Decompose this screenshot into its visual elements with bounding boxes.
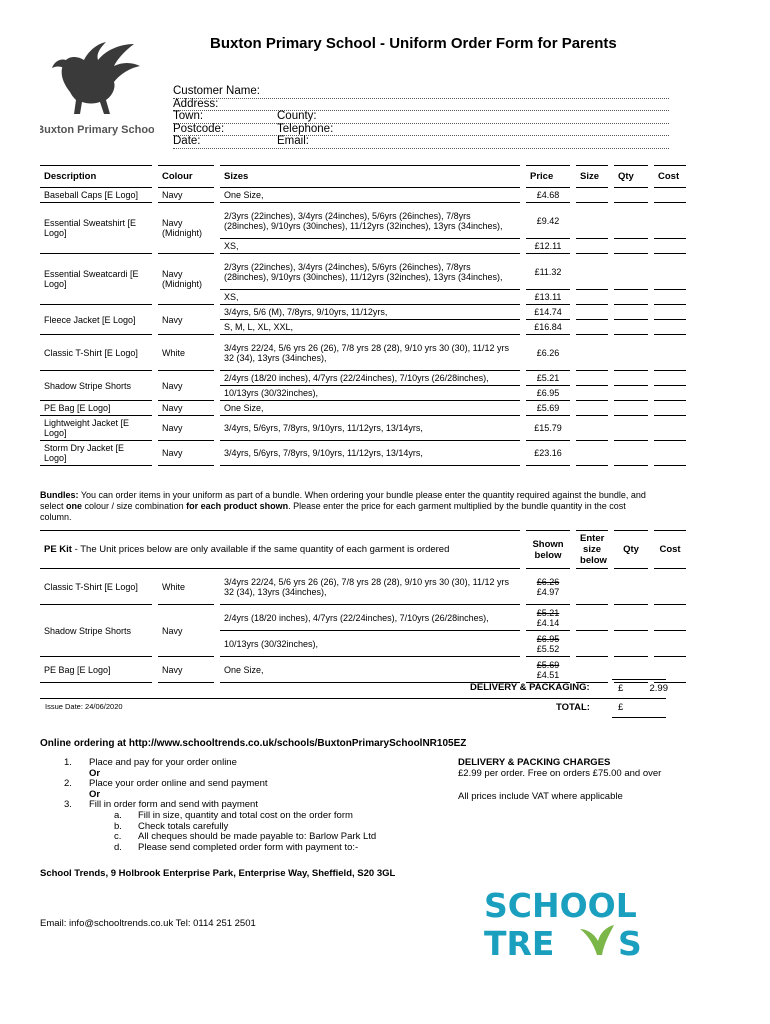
school-logo-text: Buxton Primary School	[40, 124, 154, 136]
qty-entry-cell[interactable]	[614, 386, 648, 401]
pe-old-price: £6.95	[536, 633, 560, 644]
cost-entry-cell[interactable]	[654, 386, 686, 401]
pe-item-colour: White	[158, 569, 214, 605]
bundles-text-3: . Please enter the price for each garment multiplied by the bundle quantity in the cost column.	[40, 501, 626, 522]
pe-enter-size-header: Enter size below	[576, 531, 608, 569]
pe-item-sizes: 10/13yrs (30/32inches),	[220, 631, 520, 657]
sizes-header: Sizes	[220, 166, 520, 188]
cost-entry-cell[interactable]	[654, 416, 686, 441]
pe-item-sizes: One Size,	[220, 657, 520, 683]
customer-name-row[interactable]	[173, 86, 669, 99]
item-colour: White	[158, 335, 214, 371]
item-price: £14.74	[526, 305, 570, 320]
total-value-box[interactable]	[612, 698, 666, 718]
item-price: £15.79	[526, 416, 570, 441]
pe-cost-header: Cost	[654, 531, 686, 569]
pe-old-price: £5.69	[536, 659, 560, 670]
table-row	[40, 254, 686, 290]
delivery-label: DELIVERY & PACKAGING:	[470, 682, 590, 693]
pe-kit-table	[40, 530, 686, 683]
item-price: £5.21	[526, 371, 570, 386]
item-price: £4.68	[526, 188, 570, 203]
substep-text: Please send completed order form with payment to:-	[138, 841, 359, 853]
pe-item-sizes: 3/4yrs 22/24, 5/6 yrs 26 (26), 7/8 yrs 28 (28), 9/10 yrs 30 (30), 11/12 yrs 32 (34), 13yrs (34inches),	[220, 569, 520, 605]
item-sizes: 3/4yrs, 5/6yrs, 7/8yrs, 9/10yrs, 11/12yrs, 13/14yrs,	[220, 441, 520, 466]
item-price: £6.95	[526, 386, 570, 401]
step-text: Or	[89, 788, 101, 800]
size-entry-cell[interactable]	[576, 305, 608, 320]
item-sizes: 3/4yrs, 5/6 (M), 7/8yrs, 9/10yrs, 11/12yrs,	[220, 305, 520, 320]
qty-entry-cell[interactable]	[614, 371, 648, 386]
pe-item-description: Classic T-Shirt [E Logo]	[40, 569, 152, 605]
size-entry-cell[interactable]	[576, 371, 608, 386]
size-entry-cell[interactable]	[576, 239, 608, 254]
colour-header: Colour	[158, 166, 214, 188]
size-entry-cell[interactable]	[576, 320, 608, 335]
table-row	[40, 371, 686, 386]
bundles-bold-1: one	[66, 501, 83, 511]
item-description: Essential Sweatshirt [E Logo]	[40, 203, 152, 254]
table-row	[40, 188, 686, 203]
pe-size-entry-cell[interactable]	[576, 605, 608, 631]
size-entry-cell[interactable]	[576, 416, 608, 441]
bundles-label: Bundles:	[40, 490, 79, 500]
pe-shown-header: Shown below	[526, 531, 570, 569]
school-logo	[40, 30, 154, 140]
size-entry-cell[interactable]	[576, 401, 608, 416]
pe-new-price: £4.51	[536, 669, 560, 680]
bundles-bold-2: for each product shown	[186, 501, 289, 511]
item-sizes: One Size,	[220, 188, 520, 203]
delivery-currency: £	[618, 683, 624, 694]
delivery-charges-title: DELIVERY & PACKING CHARGES	[458, 757, 611, 768]
bundles-text-1: You can order items in your uniform as part of a bundle. When ordering your bundle please enter the quantity required against the bundle, and select	[40, 490, 646, 511]
pe-old-price: £5.21	[536, 607, 560, 618]
cost-entry-cell[interactable]	[654, 401, 686, 416]
step-number: 2.	[64, 778, 72, 790]
item-colour: Navy	[158, 371, 214, 401]
page-title: Buxton Primary School - Uniform Order Form for Parents	[210, 35, 617, 52]
pe-cost-entry-cell[interactable]	[654, 569, 686, 605]
qty-entry-cell[interactable]	[614, 441, 648, 466]
qty-entry-cell[interactable]	[614, 254, 648, 290]
leaf-icon	[580, 925, 614, 955]
item-description: PE Bag [E Logo]	[40, 401, 152, 416]
item-price: £5.69	[526, 401, 570, 416]
size-entry-cell[interactable]	[576, 441, 608, 466]
cost-header: Cost	[654, 166, 686, 188]
supplier-contact: Email: info@schooltrends.co.uk Tel: 0114 251 2501	[40, 918, 256, 929]
item-colour: Navy (Midnight)	[158, 203, 214, 254]
step-text: Place your order online and send payment	[89, 778, 268, 790]
delivery-value-box	[612, 679, 666, 699]
cost-entry-cell[interactable]	[654, 335, 686, 371]
bundles-note	[40, 490, 656, 523]
step-text: Place and pay for your order online	[89, 757, 237, 768]
cost-entry-cell[interactable]	[654, 203, 686, 239]
item-description: Baseball Caps [E Logo]	[40, 188, 152, 203]
step-text: Or	[89, 767, 101, 779]
town-label: Town:	[173, 110, 204, 123]
item-sizes: 10/13yrs (30/32inches),	[220, 386, 520, 401]
item-sizes: 2/3yrs (22inches), 3/4yrs (24inches), 5/6yrs (26inches), 7/8yrs (28inches), 9/10yrs (30inches), 11/12yrs (32inches), 13yrs (34inches),	[220, 254, 520, 290]
cost-entry-cell[interactable]	[654, 239, 686, 254]
pe-item-price	[526, 605, 570, 631]
item-description: Storm Dry Jacket [E Logo]	[40, 441, 152, 466]
total-divider	[40, 698, 612, 699]
order-steps	[64, 758, 376, 853]
pe-qty-entry-cell[interactable]	[614, 605, 648, 631]
school-trends-logo-line2a: TRE	[484, 924, 555, 960]
customer-name-label: Customer Name:	[173, 85, 260, 97]
qty-entry-cell[interactable]	[614, 188, 648, 203]
total-label: TOTAL:	[556, 702, 590, 713]
item-price: £13.11	[526, 290, 570, 305]
pe-new-price: £4.14	[536, 617, 560, 628]
item-colour: Navy	[158, 188, 214, 203]
table-row	[40, 305, 686, 320]
order-table	[40, 165, 686, 466]
cost-entry-cell[interactable]	[654, 320, 686, 335]
qty-header: Qty	[614, 166, 648, 188]
item-description: Fleece Jacket [E Logo]	[40, 305, 152, 335]
qty-entry-cell[interactable]	[614, 305, 648, 320]
qty-entry-cell[interactable]	[614, 320, 648, 335]
item-description: Classic T-Shirt [E Logo]	[40, 335, 152, 371]
customer-details	[173, 86, 669, 149]
table-row	[40, 441, 686, 466]
step-item	[64, 758, 376, 769]
pe-item-price	[526, 569, 570, 605]
address-label: Address:	[173, 97, 219, 110]
school-trends-logo-line1: SCHOOL	[484, 886, 637, 925]
cost-entry-cell[interactable]	[654, 254, 686, 290]
pe-item-colour: Navy	[158, 605, 214, 657]
item-sizes: 2/4yrs (18/20 inches), 4/7yrs (22/24inches), 7/10yrs (26/28inches),	[220, 371, 520, 386]
table-row	[40, 401, 686, 416]
vat-note: All prices include VAT where applicable	[458, 791, 623, 802]
item-colour: Navy	[158, 401, 214, 416]
qty-entry-cell[interactable]	[614, 335, 648, 371]
pe-cost-entry-cell[interactable]	[654, 631, 686, 657]
pe-item-description: PE Bag [E Logo]	[40, 657, 152, 683]
issue-date: Issue Date: 24/06/2020	[45, 702, 123, 711]
email-label: Email:	[277, 135, 309, 148]
item-description: Essential Sweatcardi [E Logo]	[40, 254, 152, 305]
pe-kit-label: PE Kit	[44, 544, 72, 555]
telephone-label: Telephone:	[277, 122, 334, 135]
pe-new-price: £4.97	[536, 586, 560, 597]
substep-text: Fill in size, quantity and total cost on the order form	[138, 809, 353, 821]
cost-entry-cell[interactable]	[654, 441, 686, 466]
delivery-value: 2.99	[649, 683, 668, 694]
date-email-row[interactable]	[173, 136, 669, 149]
table-row	[40, 203, 686, 239]
pe-kit-heading	[40, 531, 520, 569]
table-row	[40, 605, 686, 631]
total-currency: £	[618, 702, 624, 713]
substep-letter: a.	[114, 809, 122, 821]
qty-entry-cell[interactable]	[614, 416, 648, 441]
address-row[interactable]	[173, 99, 669, 112]
item-sizes: XS,	[220, 239, 520, 254]
item-description: Lightweight Jacket [E Logo]	[40, 416, 152, 441]
price-header: Price	[526, 166, 570, 188]
pe-size-entry-cell[interactable]	[576, 657, 608, 683]
item-sizes: S, M, L, XL, XXL,	[220, 320, 520, 335]
pe-item-description: Shadow Stripe Shorts	[40, 605, 152, 657]
qty-entry-cell[interactable]	[614, 203, 648, 239]
substep-letter: b.	[114, 820, 122, 832]
qty-entry-cell[interactable]	[614, 239, 648, 254]
item-colour: Navy (Midnight)	[158, 254, 214, 305]
item-colour: Navy	[158, 416, 214, 441]
pe-size-entry-cell[interactable]	[576, 569, 608, 605]
size-header: Size	[576, 166, 608, 188]
delivery-charges	[458, 757, 748, 779]
item-description: Shadow Stripe Shorts	[40, 371, 152, 401]
step-number: 3.	[64, 799, 72, 811]
pe-kit-note: - The Unit prices below are only available if the same quantity of each garment is ordered	[71, 544, 450, 555]
item-price: £11.32	[526, 254, 570, 290]
date-label: Date:	[173, 135, 201, 148]
pe-cost-entry-cell[interactable]	[654, 605, 686, 631]
item-price: £9.42	[526, 203, 570, 239]
table-row	[40, 657, 686, 683]
pe-old-price: £6.26	[536, 576, 560, 587]
description-header: Description	[40, 166, 152, 188]
size-entry-cell[interactable]	[576, 188, 608, 203]
step-item	[64, 779, 376, 790]
pe-size-entry-cell[interactable]	[576, 631, 608, 657]
table-row	[40, 569, 686, 605]
pe-item-price	[526, 657, 570, 683]
town-county-row[interactable]	[173, 111, 669, 124]
county-label: County:	[277, 110, 317, 123]
postcode-telephone-row[interactable]	[173, 124, 669, 137]
table-row	[40, 335, 686, 371]
school-trends-logo	[484, 885, 668, 960]
postcode-label: Postcode:	[173, 122, 225, 135]
step-number: 1.	[64, 757, 72, 768]
cost-entry-cell[interactable]	[654, 371, 686, 386]
size-entry-cell[interactable]	[576, 290, 608, 305]
item-colour: Navy	[158, 305, 214, 335]
table-row	[40, 416, 686, 441]
qty-entry-cell[interactable]	[614, 290, 648, 305]
supplier-address: School Trends, 9 Holbrook Enterprise Park, Enterprise Way, Sheffield, S20 3GL	[40, 868, 396, 879]
size-entry-cell[interactable]	[576, 335, 608, 371]
item-colour: Navy	[158, 441, 214, 466]
item-sizes: 3/4yrs 22/24, 5/6 yrs 26 (26), 7/8 yrs 28 (28), 9/10 yrs 30 (30), 11/12 yrs 32 (34), 13yrs (34inches),	[220, 335, 520, 371]
pe-qty-entry-cell[interactable]	[614, 569, 648, 605]
size-entry-cell[interactable]	[576, 254, 608, 290]
school-trends-logo-line2b: S	[618, 924, 642, 960]
pe-item-sizes: 2/4yrs (18/20 inches), 4/7yrs (22/24inches), 7/10yrs (26/28inches),	[220, 605, 520, 631]
item-sizes: XS,	[220, 290, 520, 305]
item-sizes: 3/4yrs, 5/6yrs, 7/8yrs, 9/10yrs, 11/12yrs, 13/14yrs,	[220, 416, 520, 441]
delivery-charges-text: £2.99 per order. Free on orders £75.00 and over	[458, 768, 662, 779]
item-sizes: 2/3yrs (22inches), 3/4yrs (24inches), 5/6yrs (26inches), 7/8yrs (28inches), 9/10yrs (30inches), 11/12yrs (32inches), 13yrs (34inches),	[220, 203, 520, 239]
cost-entry-cell[interactable]	[654, 188, 686, 203]
item-price: £12.11	[526, 239, 570, 254]
item-price: £6.26	[526, 335, 570, 371]
pe-qty-entry-cell[interactable]	[614, 631, 648, 657]
cost-entry-cell[interactable]	[654, 305, 686, 320]
substep-item	[64, 843, 376, 854]
step-text: Fill in order form and send with payment	[89, 799, 258, 811]
pe-qty-header: Qty	[614, 531, 648, 569]
cost-entry-cell[interactable]	[654, 290, 686, 305]
item-price: £16.84	[526, 320, 570, 335]
qty-entry-cell[interactable]	[614, 401, 648, 416]
substep-text: Check totals carefully	[138, 820, 229, 832]
pe-new-price: £5.52	[536, 643, 560, 654]
size-entry-cell[interactable]	[576, 203, 608, 239]
substep-text: All cheques should be made payable to: Barlow Park Ltd	[138, 831, 377, 843]
size-entry-cell[interactable]	[576, 386, 608, 401]
pe-item-colour: Navy	[158, 657, 214, 683]
bundles-text-2: colour / size combination	[82, 501, 187, 511]
pe-item-price	[526, 631, 570, 657]
substep-letter: c.	[114, 831, 122, 843]
online-ordering-url[interactable]: Online ordering at http://www.schooltrends.co.uk/schools/BuxtonPrimarySchoolNR105EZ	[40, 738, 467, 749]
item-price: £23.16	[526, 441, 570, 466]
substep-letter: d.	[114, 841, 122, 853]
item-sizes: One Size,	[220, 401, 520, 416]
